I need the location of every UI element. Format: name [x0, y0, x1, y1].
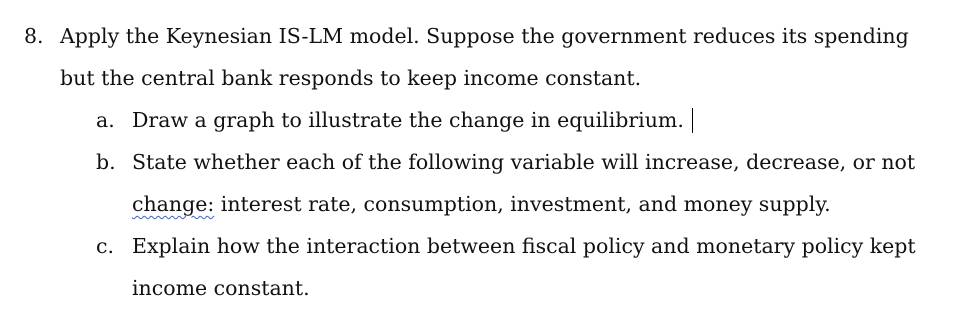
part-b-text-line-2: [132, 192, 831, 216]
question-text-line-1: Apply the Keynesian IS-LM model. Suppose the government reduces its spending: [60, 24, 909, 48]
question-text-line-2: but the central bank responds to keep income constant.: [60, 66, 642, 90]
part-a-text-content: Draw a graph to illustrate the change in equilibrium.: [132, 108, 684, 132]
spellcheck-flagged-word[interactable]: change:: [132, 192, 215, 216]
part-b-text-line-2-rest: interest rate, consumption, investment, and money supply.: [214, 192, 831, 216]
part-c-text-line-2: income constant.: [132, 276, 310, 300]
part-b-text-line-1: State whether each of the following variable will increase, decrease, or not: [132, 150, 916, 174]
part-c-label: c.: [96, 234, 114, 258]
question-number: 8.: [24, 24, 44, 48]
part-a-label: a.: [96, 108, 115, 132]
part-c-text-line-1: Explain how the interaction between fiscal policy and monetary policy kept: [132, 234, 916, 258]
text-cursor: [692, 108, 694, 133]
part-a-text: [132, 108, 693, 133]
part-b-label: b.: [96, 150, 116, 174]
